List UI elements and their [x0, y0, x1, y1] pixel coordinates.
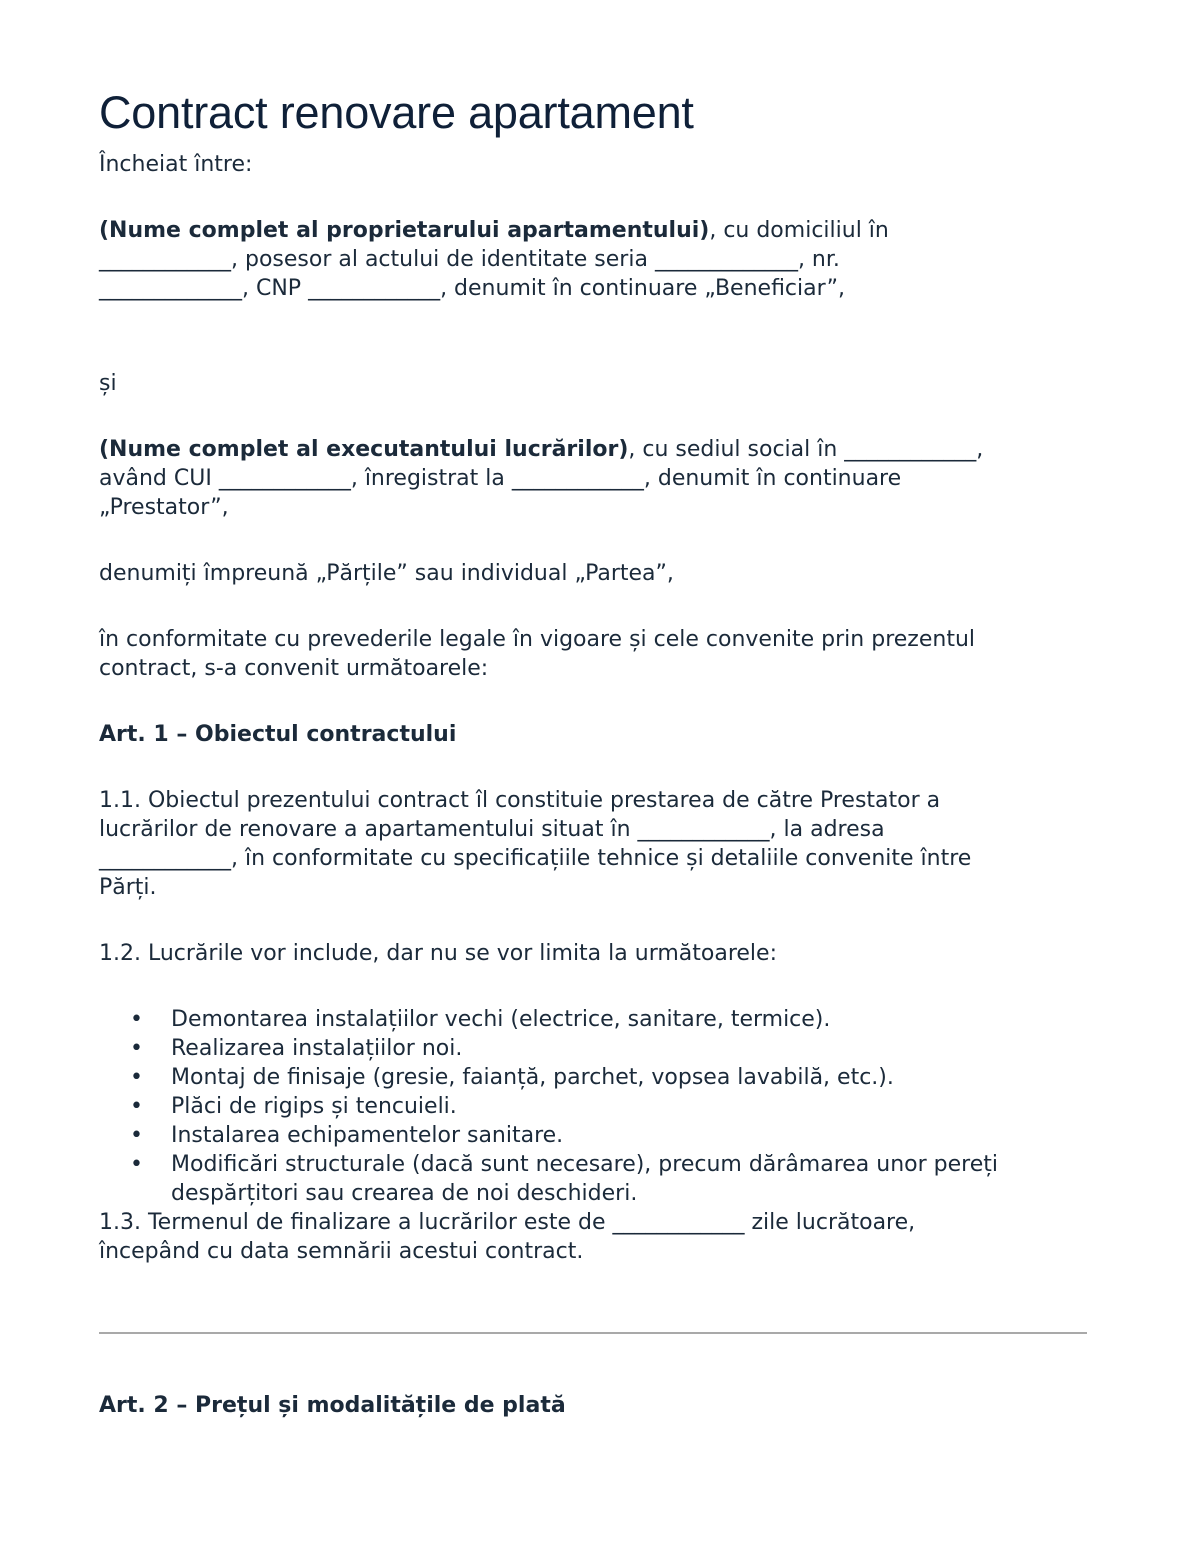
party1-line1: , cu domiciliul în: [709, 218, 889, 243]
party2-paragraph: [99, 435, 1089, 522]
bullet-icon: •: [130, 1007, 143, 1032]
list-item: • Plăci de rigips și tencuieli.: [130, 1094, 457, 1119]
party1-name: (Nume complet al proprietarului apartamentului): [99, 218, 710, 243]
party2-line1: , cu sediul social în ____________,: [628, 437, 984, 462]
art1-p11-line4: Părți.: [99, 875, 157, 900]
art1-p13-line2: începând cu data semnării acestui contract.: [99, 1239, 584, 1264]
spacer: [99, 902, 1089, 939]
conformity-line1: în conformitate cu prevederile legale în vigoare și cele convenite prin prezentul: [99, 627, 976, 652]
bullet-icon: •: [130, 1152, 143, 1177]
spacer: [99, 179, 1089, 216]
party2-line3: „Prestator”,: [99, 495, 229, 520]
conformity-line2: contract, s-a convenit următoarele:: [99, 656, 489, 681]
spacer: [99, 683, 1089, 720]
bullet-icon: •: [130, 1094, 143, 1119]
bullet-icon: •: [130, 1065, 143, 1090]
art1-paragraph-1-1: [99, 786, 1089, 902]
works-list: [99, 1005, 1089, 1208]
document-title: Contract renovare apartament: [99, 87, 694, 138]
bullet-icon: •: [130, 1036, 143, 1061]
art1-p11-line3: ____________, în conformitate cu specificațiile tehnice și detaliile convenite între: [99, 846, 972, 871]
party1-paragraph: [99, 216, 1089, 303]
art1-heading: Art. 1 – Obiectul contractului: [99, 722, 457, 747]
spacer: [99, 1334, 1089, 1391]
spacer: [99, 522, 1089, 559]
jointly-text: denumiți împreună „Părțile” sau individual „Partea”,: [99, 561, 674, 586]
and-text: și: [99, 371, 117, 396]
spacer: [99, 1266, 1089, 1332]
art1-paragraph-1-3: [99, 1208, 1089, 1266]
spacer: [99, 968, 1089, 1005]
list-item: • Montaj de finisaje (gresie, faianță, parchet, vopsea lavabilă, etc.).: [130, 1065, 894, 1090]
party1-line3: _____________, CNP ____________, denumit în continuare „Beneficiar”,: [99, 276, 845, 301]
bullet-icon: •: [130, 1123, 143, 1148]
art1-p11-line1: 1.1. Obiectul prezentului contract îl constituie prestarea de către Prestator a: [99, 788, 941, 813]
spacer: [99, 303, 1089, 340]
list-item: • Demontarea instalațiilor vechi (electrice, sanitare, termice).: [130, 1007, 831, 1032]
art1-p13-line1: 1.3. Termenul de finalizare a lucrărilor este de ____________ zile lucrătoare,: [99, 1210, 916, 1235]
spacer: [99, 398, 1089, 435]
document-page: [99, 86, 1089, 1420]
art2-heading: Art. 2 – Prețul și modalitățile de plată: [99, 1393, 566, 1418]
art1-paragraph-1-2: 1.2. Lucrările vor include, dar nu se vor limita la următoarele:: [99, 941, 777, 966]
conformity-paragraph: [99, 625, 1089, 683]
party2-line2: având CUI ____________, înregistrat la ____________, denumit în continuare: [99, 466, 902, 491]
list-item: • Modificări structurale (dacă sunt necesare), precum dărâmarea unor pereți despărțitori sau crearea de noi deschideri.: [130, 1152, 998, 1206]
art1-p11-line2: lucrărilor de renovare a apartamentului situat în ____________, la adresa: [99, 817, 885, 842]
spacer: [99, 749, 1089, 786]
spacer: [99, 588, 1089, 625]
party1-line2: ____________, posesor al actului de identitate seria _____________, nr.: [99, 247, 840, 272]
party2-name: (Nume complet al executantului lucrărilor): [99, 437, 629, 462]
intro-text: Încheiat între:: [99, 152, 253, 177]
list-item: • Realizarea instalațiilor noi.: [130, 1036, 463, 1061]
spacer: [99, 340, 1089, 369]
list-item: • Instalarea echipamentelor sanitare.: [130, 1123, 564, 1148]
